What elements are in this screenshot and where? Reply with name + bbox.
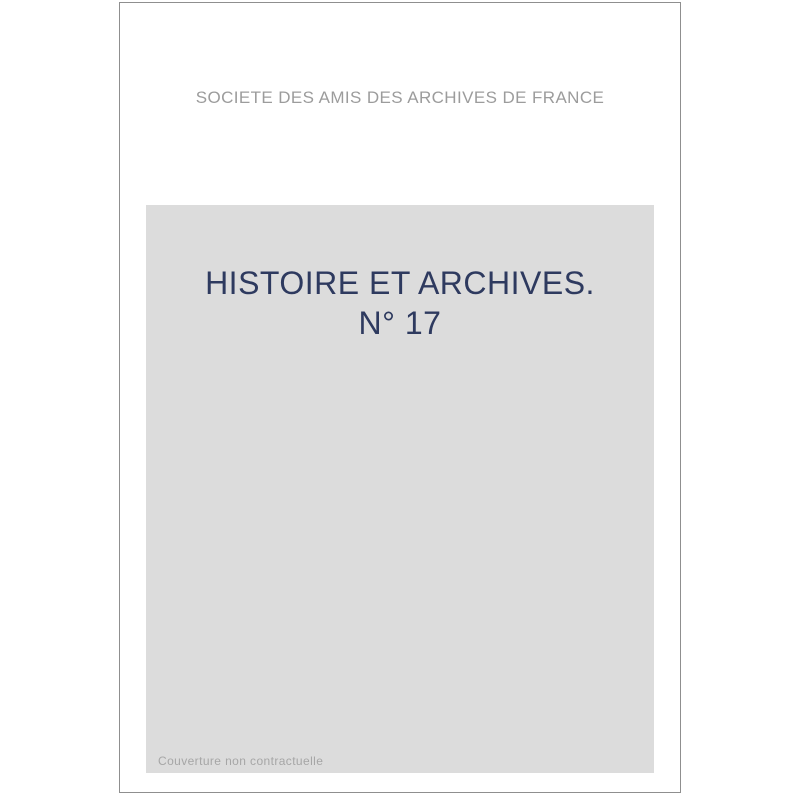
- book-cover: [119, 2, 681, 793]
- book-title-line2: N° 17: [358, 305, 442, 341]
- book-title-line1: HISTOIRE ET ARCHIVES.: [205, 265, 595, 301]
- title-panel: [146, 205, 654, 773]
- book-title: [146, 205, 654, 343]
- publisher-name: SOCIETE DES AMIS DES ARCHIVES DE FRANCE: [195, 88, 605, 107]
- cover-disclaimer: Couverture non contractuelle: [158, 754, 324, 768]
